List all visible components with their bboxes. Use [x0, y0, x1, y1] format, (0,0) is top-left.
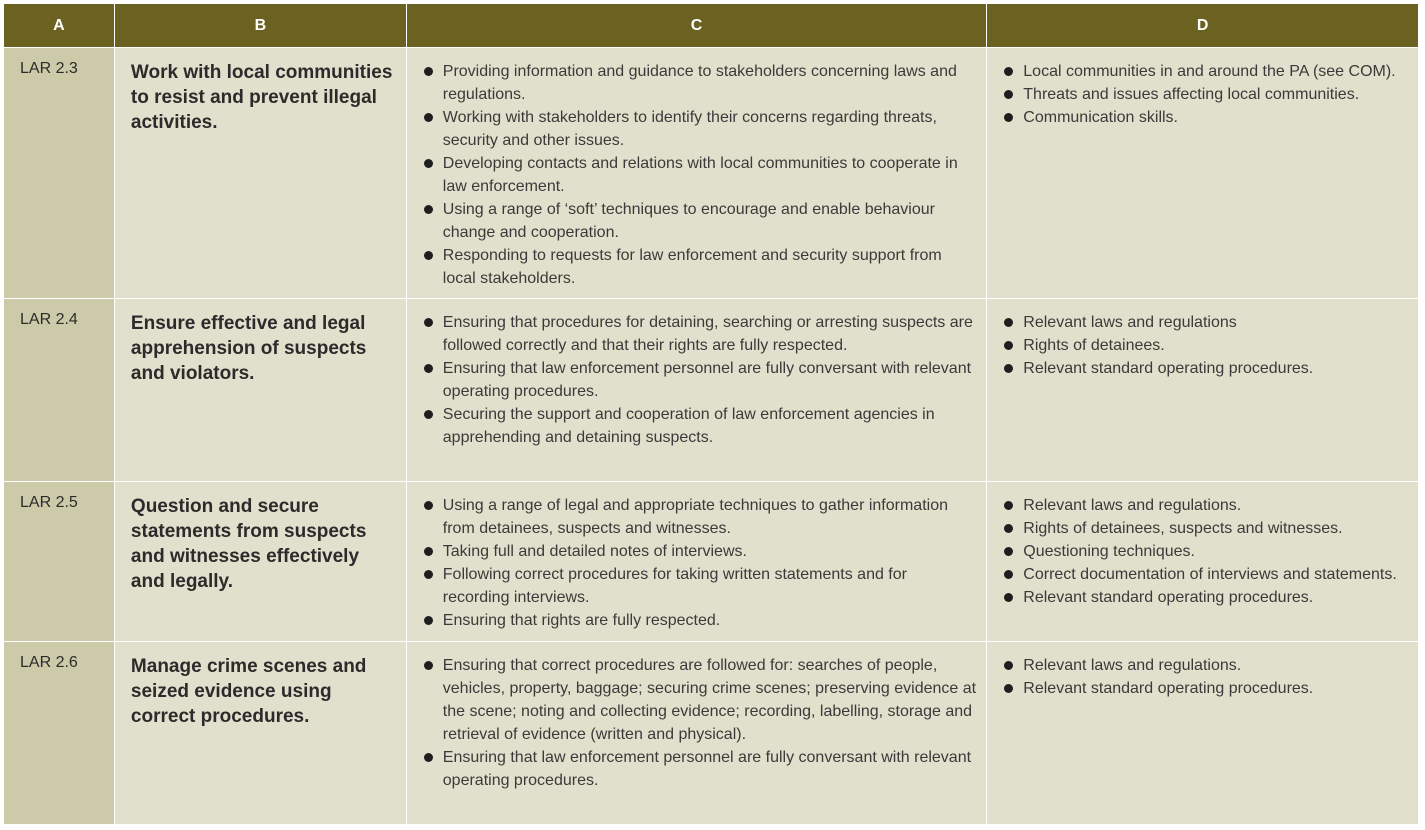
bullet-icon — [424, 205, 433, 214]
bullet-icon — [424, 661, 433, 670]
list-item: Using a range of legal and appropriate techniques to gather information from detainees, suspects and witnesses. — [421, 494, 977, 540]
list-item: Ensuring that correct procedures are followed for: searches of people, vehicles, property, baggage; securing crime scenes; preserving evidence at the scene; noting and collecting evidence; recording, labelling, storage and retrieval of evidence (written and physical). — [421, 654, 977, 746]
bullet-icon — [1004, 570, 1013, 579]
table-row — [4, 48, 1418, 299]
bullet-icon — [1004, 547, 1013, 556]
list-item: Ensuring that procedures for detaining, searching or arresting suspects are followed correctly and that their rights are fully respected. — [421, 311, 977, 357]
list-item: Communication skills. — [1001, 106, 1408, 129]
bullet-icon — [1004, 67, 1013, 76]
bullet-icon — [424, 251, 433, 260]
competency-table — [4, 4, 1418, 825]
header-a: A — [4, 4, 115, 48]
bullet-icon — [424, 410, 433, 419]
bullet-icon — [424, 547, 433, 556]
row-code: LAR 2.6 — [4, 642, 115, 825]
row-title: Question and secure statements from suspects and witnesses effectively and legally. — [115, 482, 407, 642]
bullet-icon — [424, 113, 433, 122]
bullet-icon — [424, 501, 433, 510]
bullet-icon — [424, 753, 433, 762]
bullet-icon — [1004, 593, 1013, 602]
list-item: Following correct procedures for taking written statements and for recording interviews. — [421, 563, 977, 609]
bullet-icon — [1004, 90, 1013, 99]
bullet-icon — [1004, 364, 1013, 373]
list-item: Relevant standard operating procedures. — [1001, 357, 1408, 380]
list-item: Threats and issues affecting local communities. — [1001, 83, 1408, 106]
list-item: Questioning techniques. — [1001, 540, 1408, 563]
list-item: Correct documentation of interviews and statements. — [1001, 563, 1408, 586]
list-item: Ensuring that rights are fully respected. — [421, 609, 977, 632]
skills-cell — [407, 48, 988, 299]
list-item: Ensuring that law enforcement personnel are fully conversant with relevant operating procedures. — [421, 357, 977, 403]
bullet-icon — [1004, 501, 1013, 510]
bullet-icon — [1004, 661, 1013, 670]
bullet-icon — [424, 318, 433, 327]
row-code: LAR 2.4 — [4, 299, 115, 482]
knowledge-cell — [987, 482, 1418, 642]
header-row — [4, 4, 1418, 48]
list-item: Relevant laws and regulations. — [1001, 654, 1408, 677]
row-title: Work with local communities to resist and prevent illegal activities. — [115, 48, 407, 299]
bullet-icon — [1004, 341, 1013, 350]
list-item: Relevant standard operating procedures. — [1001, 677, 1408, 700]
bullet-icon — [424, 159, 433, 168]
list-item: Working with stakeholders to identify their concerns regarding threats, security and other issues. — [421, 106, 977, 152]
knowledge-cell — [987, 299, 1418, 482]
bullet-icon — [1004, 318, 1013, 327]
knowledge-cell — [987, 48, 1418, 299]
list-item: Relevant laws and regulations. — [1001, 494, 1408, 517]
list-item: Providing information and guidance to stakeholders concerning laws and regulations. — [421, 60, 977, 106]
table-row — [4, 642, 1418, 825]
header-d: D — [987, 4, 1418, 48]
list-item: Rights of detainees. — [1001, 334, 1408, 357]
list-item: Developing contacts and relations with local communities to cooperate in law enforcement. — [421, 152, 977, 198]
list-item: Rights of detainees, suspects and witnesses. — [1001, 517, 1408, 540]
bullet-icon — [424, 67, 433, 76]
row-code: LAR 2.3 — [4, 48, 115, 299]
list-item: Taking full and detailed notes of interviews. — [421, 540, 977, 563]
header-c: C — [407, 4, 988, 48]
skills-cell — [407, 642, 988, 825]
table-row — [4, 299, 1418, 482]
header-b: B — [115, 4, 407, 48]
bullet-icon — [424, 570, 433, 579]
skills-cell — [407, 299, 988, 482]
list-item: Using a range of ‘soft’ techniques to encourage and enable behaviour change and cooperation. — [421, 198, 977, 244]
list-item: Ensuring that law enforcement personnel are fully conversant with relevant operating procedures. — [421, 746, 977, 792]
row-code: LAR 2.5 — [4, 482, 115, 642]
bullet-icon — [424, 616, 433, 625]
list-item: Relevant laws and regulations — [1001, 311, 1408, 334]
bullet-icon — [424, 364, 433, 373]
row-title: Ensure effective and legal apprehension of suspects and violators. — [115, 299, 407, 482]
bullet-icon — [1004, 524, 1013, 533]
knowledge-cell — [987, 642, 1418, 825]
list-item: Relevant standard operating procedures. — [1001, 586, 1408, 609]
list-item: Local communities in and around the PA (see COM). — [1001, 60, 1408, 83]
skills-cell — [407, 482, 988, 642]
bullet-icon — [1004, 113, 1013, 122]
table-row — [4, 482, 1418, 642]
list-item: Responding to requests for law enforcement and security support from local stakeholders. — [421, 244, 977, 290]
bullet-icon — [1004, 684, 1013, 693]
list-item: Securing the support and cooperation of law enforcement agencies in apprehending and detaining suspects. — [421, 403, 977, 449]
row-title: Manage crime scenes and seized evidence using correct procedures. — [115, 642, 407, 825]
